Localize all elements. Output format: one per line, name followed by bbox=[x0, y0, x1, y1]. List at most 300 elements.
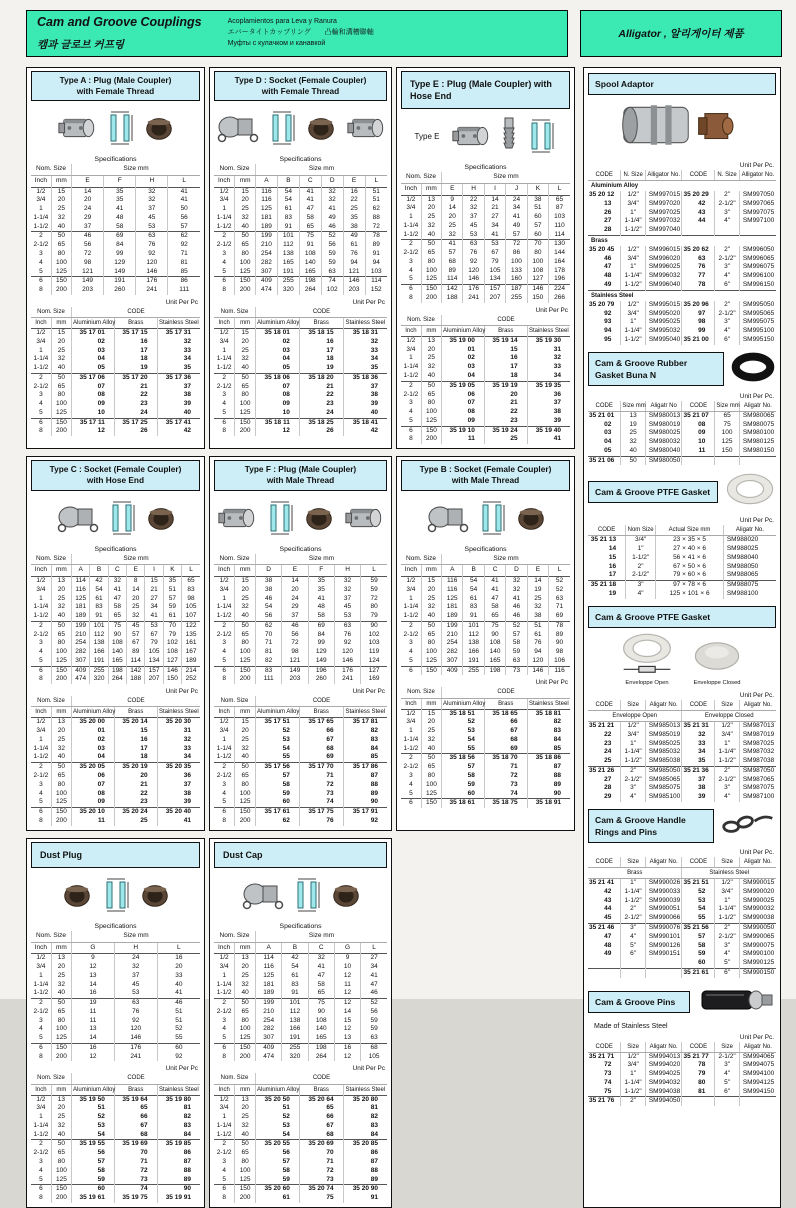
table-row bbox=[588, 327, 776, 336]
cell: 65 bbox=[51, 1008, 71, 1017]
cell: 1/2" bbox=[621, 191, 645, 200]
column-header: Aligatr No. bbox=[645, 700, 682, 711]
cell: SM997075 bbox=[739, 209, 776, 218]
cell: 01 bbox=[72, 727, 115, 736]
cell: 8 bbox=[222, 1194, 226, 1202]
cell: 1/2 bbox=[219, 1095, 229, 1103]
cell: 111 bbox=[256, 675, 282, 684]
code-header-row bbox=[31, 696, 200, 707]
cell: 100 bbox=[51, 790, 71, 799]
code-row bbox=[401, 727, 570, 736]
dim-header: B bbox=[90, 565, 108, 577]
spec-row bbox=[401, 240, 570, 249]
cell: 1/2 bbox=[36, 718, 46, 726]
cell: 6 bbox=[39, 1043, 43, 1051]
spec-row bbox=[214, 205, 387, 214]
cell: 62 bbox=[168, 232, 200, 241]
code-row bbox=[214, 753, 387, 762]
cell: 56 bbox=[72, 241, 104, 250]
cell: 25 bbox=[51, 736, 71, 745]
cell: 50 bbox=[51, 763, 71, 772]
cell: 6 bbox=[222, 1043, 226, 1051]
code-row bbox=[31, 1131, 200, 1140]
header-translations bbox=[228, 16, 374, 52]
cell: 320 bbox=[277, 286, 299, 295]
hose-end-photo bbox=[499, 116, 519, 156]
panel-title bbox=[31, 71, 200, 101]
cell: SM980025 bbox=[645, 429, 682, 438]
spec-row bbox=[214, 277, 387, 286]
cell: 35 20 62 bbox=[682, 246, 715, 255]
cell: 41 bbox=[308, 963, 334, 972]
cell: 100 bbox=[51, 1167, 71, 1176]
cell: 282 bbox=[256, 259, 278, 268]
cell: 58 bbox=[256, 1167, 300, 1176]
column-header: N. Size bbox=[715, 170, 739, 181]
panel-title bbox=[401, 71, 570, 109]
cell: 1-1/2 bbox=[403, 744, 419, 752]
spec-table bbox=[214, 554, 387, 685]
panel-title-line: Rings and Pins bbox=[595, 826, 658, 837]
cell: 37 bbox=[157, 383, 200, 392]
cell: 1/2" bbox=[715, 879, 739, 888]
cell: 13 bbox=[235, 1095, 256, 1104]
cell: 35 21 71 bbox=[589, 1052, 615, 1060]
cell: 307 bbox=[72, 657, 90, 666]
cell: SM985038 bbox=[645, 757, 682, 766]
spec-row bbox=[31, 666, 200, 675]
cell: 14 bbox=[72, 187, 104, 196]
cell: 4 bbox=[222, 400, 226, 408]
cell: 13 bbox=[51, 1095, 71, 1104]
cell: 125 bbox=[235, 657, 256, 666]
code-subheader-row bbox=[401, 698, 570, 709]
cell: 41 bbox=[308, 595, 334, 604]
nom-size-header: Nom. Size bbox=[31, 554, 72, 565]
code-row bbox=[31, 1140, 200, 1149]
code-header: CODE bbox=[442, 687, 570, 698]
code-row bbox=[31, 1149, 200, 1158]
cell: 13 bbox=[334, 1034, 360, 1043]
cell: 5 bbox=[39, 1175, 43, 1183]
cell: 100 bbox=[51, 648, 71, 657]
content-row bbox=[26, 67, 782, 1208]
cell: 50 bbox=[235, 763, 256, 772]
cell: 2 bbox=[222, 621, 226, 629]
code-group bbox=[401, 426, 570, 444]
dim-header: K bbox=[163, 565, 181, 577]
cell: 165 bbox=[277, 259, 299, 268]
table-group bbox=[588, 411, 776, 456]
cell: 146 bbox=[136, 268, 168, 277]
cell: 35 20 55 bbox=[256, 1140, 300, 1149]
cell: 114 bbox=[442, 275, 463, 284]
cell: 1 bbox=[409, 213, 413, 221]
cell: 33 bbox=[343, 347, 387, 356]
cell: SM980013 bbox=[645, 411, 682, 420]
cell: 2 bbox=[409, 621, 413, 629]
cell: 3/4 bbox=[219, 1104, 229, 1112]
cell: 1/2" bbox=[715, 722, 739, 731]
cell: 200 bbox=[51, 427, 71, 436]
size-mm-header: Size mm bbox=[72, 554, 200, 565]
cell: 3" bbox=[621, 784, 645, 793]
table-row bbox=[588, 411, 776, 420]
cell: 40 bbox=[235, 612, 256, 621]
nom-size-header: Nom. Size bbox=[401, 315, 442, 326]
cell: 15 bbox=[51, 329, 71, 338]
cell: 54 bbox=[442, 736, 485, 745]
cell: 25 bbox=[484, 435, 527, 444]
cell: 47 bbox=[484, 595, 505, 604]
material-header: Aluminium Alloy bbox=[256, 317, 300, 328]
cell: 1-1/2 bbox=[33, 612, 49, 620]
cell: 60 bbox=[72, 1185, 115, 1194]
cell: 24 bbox=[114, 954, 157, 963]
code-table bbox=[31, 696, 200, 825]
cell: 4" bbox=[715, 1070, 739, 1079]
cell: 2-1/2 bbox=[403, 763, 419, 771]
code-row bbox=[31, 1122, 200, 1131]
cell: 84 bbox=[308, 631, 334, 640]
material-header: Aluminium Alloy bbox=[256, 1084, 300, 1095]
cell: 05 bbox=[604, 446, 612, 454]
spec-group bbox=[31, 277, 200, 295]
cell: 40 bbox=[421, 612, 441, 621]
cell: 19 bbox=[621, 421, 645, 430]
code-row bbox=[214, 373, 387, 382]
cell: SM995075 bbox=[739, 318, 776, 327]
cell: 17 bbox=[299, 347, 343, 356]
cell: 3 bbox=[39, 1016, 43, 1024]
material-header: Aluminium Alloy bbox=[442, 698, 485, 709]
cell: 254 bbox=[442, 639, 463, 648]
cell: 19 bbox=[72, 999, 115, 1008]
table-row bbox=[588, 1052, 776, 1061]
material-header: Brass bbox=[114, 1084, 157, 1095]
cell: 20 bbox=[51, 338, 71, 347]
dim-header: A bbox=[256, 175, 278, 187]
cell: 1-1/4 bbox=[216, 213, 232, 221]
spec-row bbox=[31, 259, 200, 268]
mm-header: mm bbox=[421, 325, 441, 336]
section-row bbox=[588, 180, 776, 191]
cell: 100 bbox=[235, 400, 256, 409]
cell: 54 bbox=[72, 1131, 115, 1140]
cell: 198 bbox=[299, 277, 321, 286]
coupler-photo-dark bbox=[304, 113, 338, 143]
cell: 52 bbox=[506, 621, 527, 630]
cell: 18 bbox=[114, 753, 157, 762]
cell: SM990150 bbox=[739, 968, 776, 977]
cell: 140 bbox=[308, 1025, 334, 1034]
cell: SM996050 bbox=[739, 246, 776, 255]
cell: 116 bbox=[442, 577, 463, 586]
column-header: CODE bbox=[588, 170, 621, 181]
cell: 2-1/2 bbox=[216, 382, 232, 390]
cell: 37 bbox=[682, 776, 715, 785]
cell: 23 bbox=[114, 400, 157, 409]
cell: 78 bbox=[682, 281, 715, 290]
cell: 80 bbox=[421, 399, 441, 408]
cell: 50 bbox=[235, 232, 256, 241]
cell: 27 bbox=[604, 217, 612, 225]
column-header: Size bbox=[715, 700, 739, 711]
spec-row bbox=[214, 1025, 387, 1034]
cell: 100 bbox=[51, 259, 71, 268]
cell: 76 bbox=[114, 1008, 157, 1017]
cell: 260 bbox=[308, 675, 334, 684]
cell: 50 bbox=[51, 1140, 71, 1149]
cell: 1-1/4 bbox=[33, 213, 49, 221]
cell: 111 bbox=[168, 286, 200, 295]
cell: SM990075 bbox=[739, 942, 776, 951]
envelope-closed-photo bbox=[689, 661, 745, 678]
cell: 4 bbox=[222, 1025, 226, 1033]
cell: 5 bbox=[222, 656, 226, 664]
cell: 36 bbox=[157, 772, 200, 781]
cell: 65 bbox=[235, 1149, 256, 1158]
code-row bbox=[31, 808, 200, 817]
code-group bbox=[31, 763, 200, 808]
cell: 2" bbox=[621, 905, 645, 914]
cell: 25 bbox=[621, 429, 645, 438]
cell: 32 bbox=[51, 603, 71, 612]
cell: 254 bbox=[72, 639, 90, 648]
cell: 53 bbox=[145, 621, 163, 630]
spec-row bbox=[214, 1043, 387, 1052]
cell: 06 bbox=[72, 772, 115, 781]
cell: 8 bbox=[222, 816, 226, 824]
code-row bbox=[31, 427, 200, 436]
code-header-row bbox=[401, 315, 570, 326]
spec-row bbox=[401, 267, 570, 276]
cell: 125 bbox=[421, 657, 441, 666]
cell: 121 bbox=[72, 268, 104, 277]
cell: SM997020 bbox=[645, 200, 682, 209]
material-header: Aluminium Alloy bbox=[72, 1084, 115, 1095]
code-row bbox=[401, 435, 570, 444]
cell: 207 bbox=[484, 294, 505, 303]
nom-size-header: Nom. Size bbox=[31, 931, 72, 942]
cell: 20 bbox=[235, 963, 256, 972]
inch-header: Inch bbox=[34, 943, 48, 951]
cell: 33 bbox=[157, 972, 200, 981]
cell: 07 bbox=[256, 383, 300, 392]
cell: 54 bbox=[277, 187, 299, 196]
cell: 1-1/4 bbox=[216, 980, 232, 988]
cell: 16 bbox=[343, 187, 365, 196]
cell: 15 bbox=[235, 718, 256, 727]
spec-row bbox=[31, 223, 200, 232]
cell: 26 bbox=[114, 427, 157, 436]
material-header: Brass bbox=[484, 698, 527, 709]
cell: 4 bbox=[409, 780, 413, 788]
cell: 55 bbox=[682, 914, 715, 923]
table-row bbox=[588, 255, 776, 264]
cell: 116 bbox=[549, 666, 570, 675]
code-group bbox=[31, 1140, 200, 1185]
spec-group bbox=[214, 621, 387, 666]
cell: 102 bbox=[163, 639, 181, 648]
cell: 56 bbox=[361, 1008, 387, 1017]
cell: 200 bbox=[51, 675, 71, 684]
cell: 92 bbox=[136, 250, 168, 259]
spec-row bbox=[214, 631, 387, 640]
cell: 32 bbox=[308, 954, 334, 963]
cell: 79 bbox=[145, 639, 163, 648]
cell: 70 bbox=[163, 621, 181, 630]
cell: 25 bbox=[421, 213, 441, 222]
table-row bbox=[588, 310, 776, 319]
cell: 4 bbox=[39, 1166, 43, 1174]
column-header: CODE bbox=[588, 700, 621, 711]
cell: 20 bbox=[235, 727, 256, 736]
cell: 105 bbox=[145, 648, 163, 657]
cell: 59 bbox=[682, 950, 715, 959]
cell: 72 bbox=[299, 781, 343, 790]
dim-header: H bbox=[114, 942, 157, 954]
cell: 94 bbox=[527, 648, 548, 657]
cell: 46 bbox=[361, 989, 387, 998]
cell: 47 bbox=[604, 263, 612, 271]
column-header: CODE bbox=[682, 1042, 715, 1053]
table-row bbox=[588, 545, 776, 554]
product-images bbox=[31, 101, 200, 155]
cell: 74 bbox=[299, 798, 343, 807]
cell: 1" bbox=[621, 263, 645, 272]
cell: 73 bbox=[114, 1176, 157, 1185]
cell: 02 bbox=[256, 338, 300, 347]
cell: 88 bbox=[343, 781, 387, 790]
cell: 105 bbox=[484, 267, 505, 276]
dim-header: L bbox=[549, 183, 570, 195]
cell: 165 bbox=[308, 1034, 334, 1043]
cell: 81 bbox=[157, 1104, 200, 1113]
dim-header: A bbox=[72, 565, 90, 577]
cell: 20 bbox=[127, 595, 145, 604]
code-header: CODE bbox=[72, 1073, 200, 1084]
panel-subtitle: Made of Stainless Steel bbox=[594, 1022, 668, 1030]
cell: 32 bbox=[114, 963, 157, 972]
cell: 83 bbox=[343, 736, 387, 745]
cell: 125 bbox=[51, 1176, 71, 1185]
cell: 35 18 31 bbox=[343, 329, 387, 338]
cell: 35 18 25 bbox=[299, 418, 343, 427]
cell: 125 bbox=[421, 275, 441, 284]
dim-header: C bbox=[308, 942, 334, 954]
cell: 14 bbox=[334, 1008, 360, 1017]
cell: 68 bbox=[442, 258, 463, 267]
cell: 59 bbox=[256, 1176, 300, 1185]
cell: 57 bbox=[127, 631, 145, 640]
spec-row bbox=[31, 639, 200, 648]
cell: SM997032 bbox=[645, 217, 682, 226]
data-table bbox=[588, 401, 776, 466]
cell: 80 bbox=[235, 391, 256, 400]
cell: 138 bbox=[282, 1017, 308, 1026]
product-images bbox=[588, 99, 776, 156]
spec-row bbox=[401, 275, 570, 284]
ptfe-gasket-photo bbox=[724, 472, 776, 511]
cell: 134 bbox=[145, 657, 163, 666]
cell: 20 bbox=[235, 1104, 256, 1113]
cell: 76 bbox=[334, 631, 360, 640]
unit-per-pc-label: Unit Per Pc. bbox=[739, 1033, 774, 1041]
cell: 79 bbox=[163, 631, 181, 640]
cell: 80 bbox=[235, 639, 256, 648]
cell: 72 bbox=[506, 240, 527, 249]
mm-header: mm bbox=[235, 1084, 256, 1095]
cell: SM980050 bbox=[645, 456, 682, 465]
cell: 83 bbox=[463, 603, 484, 612]
cell: 2-1/2 bbox=[33, 772, 49, 779]
material-section-label: Brass bbox=[591, 237, 608, 244]
cell: 80 bbox=[421, 772, 441, 781]
cell: 53 bbox=[484, 240, 505, 249]
cell: 53 bbox=[682, 897, 715, 906]
cell: 35 21 51 bbox=[682, 879, 715, 888]
cell: 2 bbox=[39, 1140, 43, 1148]
cell: 41 bbox=[299, 187, 321, 196]
cell: 03 bbox=[604, 429, 612, 437]
cell: 4" bbox=[621, 793, 645, 802]
cell: 68 bbox=[299, 1131, 343, 1140]
panel-title-line1: Type A : Plug (Male Coupler) bbox=[59, 74, 172, 85]
code-subheader-row bbox=[214, 707, 387, 718]
cell: 119 bbox=[361, 648, 387, 657]
cell: 83 bbox=[282, 981, 308, 990]
cell: 50 bbox=[421, 240, 441, 249]
cell: SM985065 bbox=[645, 776, 682, 785]
code-header-row bbox=[214, 307, 387, 318]
cell: 93 bbox=[604, 318, 612, 326]
table-row bbox=[588, 748, 776, 757]
dim-header: F bbox=[104, 175, 136, 187]
spec-row bbox=[31, 205, 200, 214]
cell: 114 bbox=[127, 657, 145, 666]
cell: 07 bbox=[72, 781, 115, 790]
panel-title bbox=[588, 481, 718, 503]
cell: 49 bbox=[604, 280, 612, 288]
cell: 87 bbox=[157, 1158, 200, 1167]
code-row bbox=[31, 745, 200, 754]
cell: SM995040 bbox=[645, 336, 682, 345]
dim-header: G bbox=[72, 942, 115, 954]
cell: 65 bbox=[235, 1008, 256, 1017]
cell: 83 bbox=[157, 1122, 200, 1131]
cell: 67 × 50 × 6 bbox=[656, 563, 724, 572]
cell: 5 bbox=[409, 275, 413, 283]
cell: 138 bbox=[463, 639, 484, 648]
cell: 72 bbox=[365, 223, 387, 232]
cell: SM985025 bbox=[645, 740, 682, 749]
spec-row bbox=[31, 631, 200, 640]
cell: 35 18 11 bbox=[256, 418, 300, 427]
cell: SM985019 bbox=[645, 731, 682, 740]
spec-row bbox=[214, 1008, 387, 1017]
cell: 146 bbox=[163, 666, 181, 675]
panel-title-line1: Dust Plug bbox=[40, 849, 82, 860]
code-row bbox=[31, 1185, 200, 1194]
cell: 1-1/2" bbox=[621, 897, 645, 906]
cell: 127 bbox=[527, 275, 548, 284]
code-group bbox=[31, 808, 200, 826]
column-header: CODE bbox=[588, 525, 626, 536]
spec-group bbox=[31, 232, 200, 277]
cell: 241 bbox=[334, 675, 360, 684]
cell: 140 bbox=[299, 259, 321, 268]
